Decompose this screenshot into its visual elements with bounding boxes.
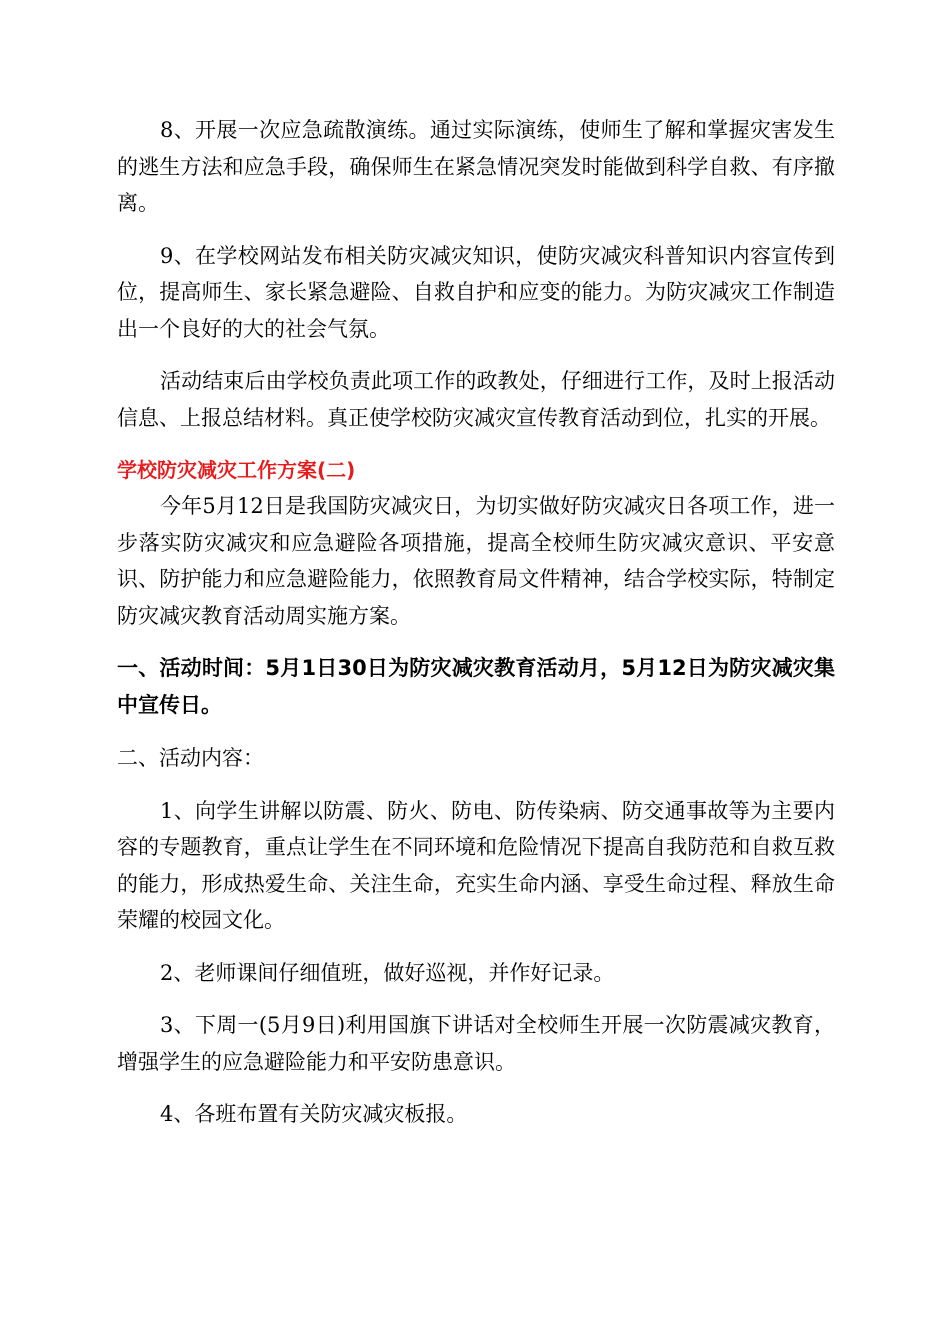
list-item: 4、各班布置有关防灾减灾板报。: [160, 1102, 468, 1126]
list-item: 1、向学生讲解以防震、防火、防电、防传染病、防交通事故等为主要内容的专题教育，重点让学生在不同环境和危险情况下提高自我防范和自救互救的能力，形成热爱生命、关注生命，充实生命内涵、享受生命过程、释放生命荣耀的校园文化。: [117, 798, 835, 932]
activity-time-heading: 一、活动时间：5月1日30日为防灾减灾教育活动月，5月12日为防灾减灾集中宣传日。: [117, 656, 835, 717]
paragraph-item-9: 9、在学校网站发布相关防灾减灾知识，使防灾减灾科普知识内容宣传到位，提高师生、家长紧急避险、自救自护和应变的能力。为防灾减灾工作制造出一个良好的大的社会气氛。: [117, 243, 835, 341]
list-item: 2、老师课间仔细值班，做好巡视，并作好记录。: [160, 960, 615, 985]
paragraph-closing: 活动结束后由学校负责此项工作的政教处，仔细进行工作，及时上报活动信息、上报总结材料。真正使学校防灾减灾宣传教育活动到位，扎实的开展。: [117, 369, 835, 430]
document-page: [117, 112, 835, 1149]
section-title: 学校防灾减灾工作方案(二): [117, 458, 356, 482]
section-intro: 今年5月12日是我国防灾减灾日，为切实做好防灾减灾日各项工作，进一步落实防灾减灾和应急避险各项措施，提高全校师生防灾减灾意识、平安意识、防护能力和应急避险能力，依照教育局文件精神，结合学校实际，特制定防灾减灾教育活动周实施方案。: [117, 494, 835, 628]
activity-content-heading: 二、活动内容：: [117, 746, 264, 770]
paragraph-item-8: 8、开展一次应急疏散演练。通过实际演练，使师生了解和掌握灾害发生的逃生方法和应急手段，确保师生在紧急情况突发时能做到科学自救、有序撤离。: [117, 118, 835, 215]
list-item: 3、下周一(5月9日)利用国旗下讲话对全校师生开展一次防震减灾教育，增强学生的应急避险能力和平安防患意识。: [117, 1013, 835, 1074]
